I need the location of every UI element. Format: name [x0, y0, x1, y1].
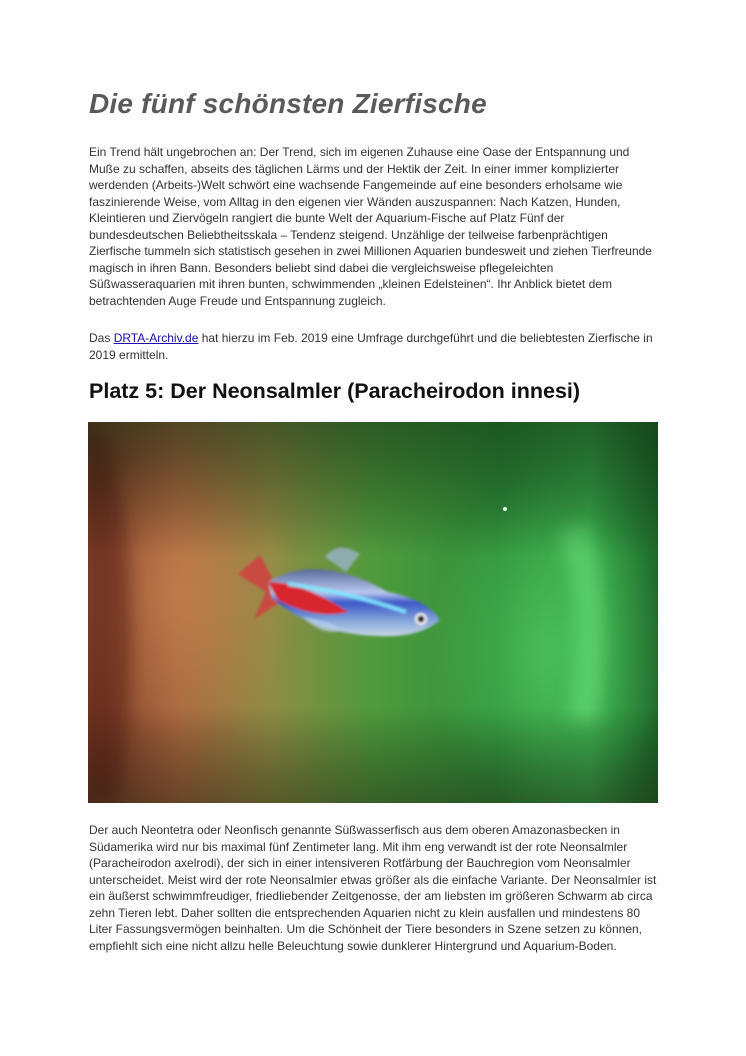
survey-suffix: hat hierzu im Feb. 2019 eine Umfrage durchgeführt und die beliebtesten Zierfische in 2019 ermitteln. [89, 331, 653, 362]
neon-tetra-photo [88, 422, 658, 803]
neonsalmler-description: Der auch Neontetra oder Neonfisch genannte Süßwasserfisch aus dem oberen Amazonasbecken in Südamerika wird nur bis maximal fünf Zentimeter lang. Mit ihm eng verwandt ist der rote Neonsalmler (Paracheirodon axelrodi), der sich in einer intensiveren Rotfärbung der Bauchregion vom Neonsalmler unterscheidet. Meist wird der rote Neonsalmler etwas größer als die einfache Variante. Der Neonsalmler ist ein äußerst schwimmfreudiger, friedliebender Zeitgenosse, der am liebsten im größeren Schwarm ab circa zehn Tieren lebt. Daher sollten die entsprechenden Aquarien nicht zu klein ausfallen und mindestens 80 Liter Fassungsvermögen beinhalten. Um die Schönheit der Tiere besonders in Szene setzen zu können, empfiehlt sich eine nicht allzu helle Beleuchtung sowie dunklerer Hintergrund und Aquarium-Boden. [89, 823, 657, 953]
drta-archiv-link[interactable]: DRTA-Archiv.de [113, 331, 199, 345]
survey-prefix: Das [89, 331, 114, 345]
intro-paragraph: Ein Trend hält ungebrochen an: Der Trend, sich im eigenen Zuhause eine Oase der Entspannung und Muße zu schaffen, abseits des täglichen Lärms und der Hektik der Zeit. In einer immer komplizierter werdenden (Arbeits-)Welt schwört eine wachsende Fangemeinde auf eine besonders erholsame wie faszinierende Weise, vom Alltag in den eigenen vier Wänden auszuspannen: Nach Katzen, Hunden, Kleintieren und Ziervögeln rangiert die bunte Welt der Aquarium-Fische auf Platz Fünf der bundesdeutschen Beliebtheitsskala – Tendenz steigend. Unzählige der teilweise farbenprächtigen Zierfische tummeln sich statistisch gesehen in zwei Millionen Aquarien bundesweit und ziehen Tierfreunde magisch in ihren Bann. Besonders beliebt sind dabei die vergleichsweise pflegeleichten Süßwasseraquarien mit ihren bunten, schwimmenden „kleinen Edelsteinen“. Ihr Anblick bietet dem betrachtenden Auge Freude und Entspannung zugleich. [89, 145, 652, 308]
section-heading-platz-5: Platz 5: Der Neonsalmler (Paracheirodon innesi) [89, 379, 581, 403]
document-title: Die fünf schönsten Zierfische [89, 88, 487, 119]
survey-paragraph [89, 330, 661, 363]
